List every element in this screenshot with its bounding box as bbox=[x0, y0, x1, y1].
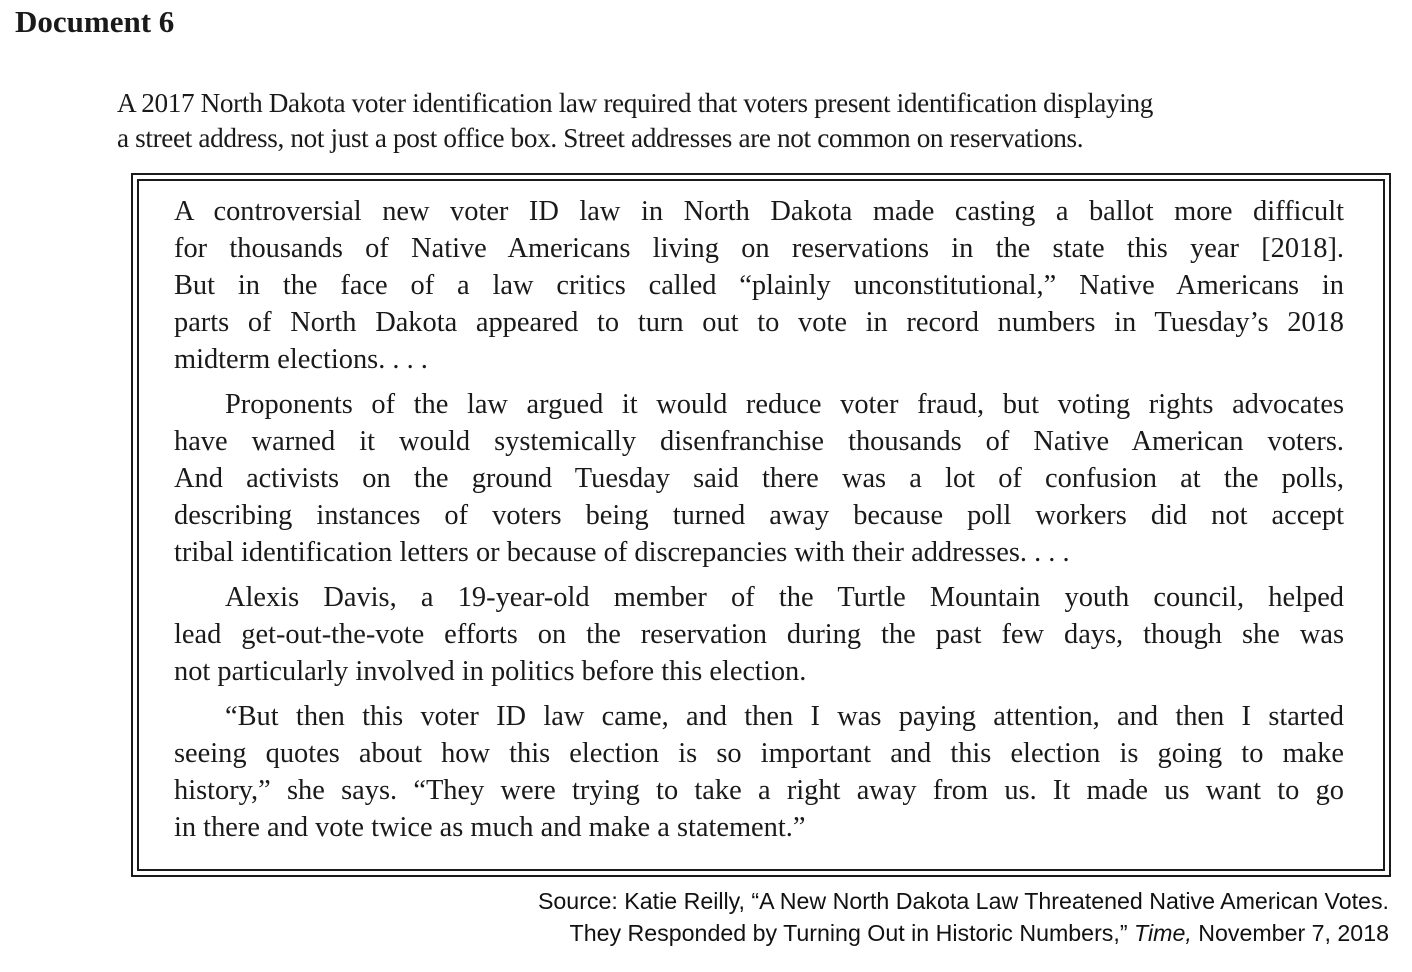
excerpt-line: midterm elections. . . . bbox=[174, 343, 428, 375]
excerpt-line: Alexis Davis, a 19-year-old member of the Turtle Mountain youth council, helped bbox=[225, 582, 1344, 614]
excerpt-line: in there and vote twice as much and make a statement.” bbox=[174, 812, 806, 843]
excerpt-line: have warned it would systemically disenfranchise thousands of Native American voters. bbox=[174, 425, 1344, 457]
excerpt-line: history,” she says. “They were trying to take a right away from us. It made us want to go bbox=[174, 775, 1344, 807]
intro-text bbox=[117, 86, 1412, 156]
source-citation bbox=[538, 886, 1389, 949]
excerpt-line: A controversial new voter ID law in North Dakota made casting a ballot more difficult bbox=[174, 196, 1344, 227]
source-title-end: They Responded by Turning Out in Historic Numbers,” bbox=[569, 919, 1135, 946]
excerpt-line: But in the face of a law critics called “plainly unconstitutional,” Native Americans in bbox=[174, 269, 1344, 301]
source-publication: Time, bbox=[1134, 919, 1192, 946]
excerpt-line: “But then this voter ID law came, and then I was paying attention, and then I started bbox=[225, 701, 1344, 733]
excerpt-line: not particularly involved in politics before this election. bbox=[174, 655, 807, 687]
intro-line: A 2017 North Dakota voter identification law required that voters present identification displaying bbox=[117, 88, 1153, 118]
source-date: November 7, 2018 bbox=[1191, 919, 1389, 946]
excerpt-line: tribal identification letters or because of discrepancies with their addresses. . . . bbox=[174, 536, 1070, 568]
excerpt-text bbox=[174, 194, 1344, 855]
excerpt-line: seeing quotes about how this election is so important and this election is going to make bbox=[174, 738, 1344, 770]
excerpt-line: Proponents of the law argued it would reduce voter fraud, but voting rights advocates bbox=[225, 389, 1344, 421]
source-line-2 bbox=[538, 918, 1389, 950]
excerpt-line: for thousands of Native Americans living on reservations in the state this year [2018]. bbox=[174, 232, 1344, 264]
excerpt-paragraph-1 bbox=[174, 194, 1344, 379]
excerpt-paragraph-3 bbox=[174, 580, 1344, 691]
excerpt-line: describing instances of voters being turned away because poll workers did not accept bbox=[174, 499, 1344, 531]
excerpt-line: parts of North Dakota appeared to turn out to vote in record numbers in Tuesday’s 2018 bbox=[174, 306, 1344, 338]
excerpt-line: And activists on the ground Tuesday said there was a lot of confusion at the polls, bbox=[174, 462, 1344, 494]
intro-line: a street address, not just a post office box. Street addresses are not common on reservations. bbox=[117, 123, 1084, 153]
excerpt-paragraph-4 bbox=[174, 699, 1344, 847]
excerpt-paragraph-2 bbox=[174, 387, 1344, 572]
excerpt-line: lead get-out-the-vote efforts on the reservation during the past few days, though she was bbox=[174, 618, 1344, 650]
source-line-1: Source: Katie Reilly, “A New North Dakota Law Threatened Native American Votes. bbox=[537, 888, 1389, 914]
document-heading: Document 6 bbox=[15, 4, 175, 39]
